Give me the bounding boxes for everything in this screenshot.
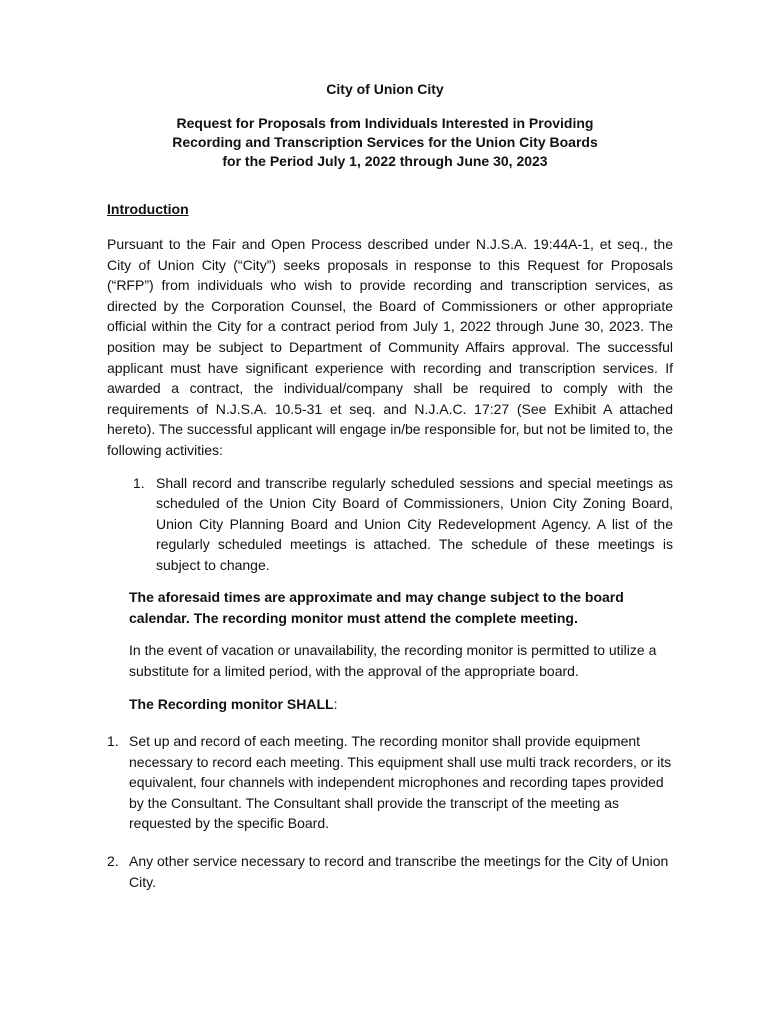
shall-item-number: 1.	[107, 733, 119, 749]
activity-text: Shall record and transcribe regularly scheduled sessions and special meetings as scheduled of the Union City Board of Commissioners, Union City Zoning Board, Union City Planning Board and Union City Redevelopment Agency. A list of the regularly scheduled meetings is attached. The schedule of these meetings is subject to change.	[156, 475, 673, 573]
shall-item-number: 2.	[107, 853, 119, 869]
shall-heading-bold: The Recording monitor SHALL	[129, 696, 334, 712]
shall-heading-suffix: :	[333, 696, 338, 712]
bold-note: The aforesaid times are approximate and may change subject to the board calendar. The recording monitor must attend the complete meeting.	[129, 589, 624, 626]
subtitle-line: Recording and Transcription Services for the Union City Boards	[172, 134, 598, 150]
shall-item-text: Set up and record of each meeting. The recording monitor shall provide equipment necessary to record each meeting. This equipment shall use multi track recorders, or its equivalent, four channels with independent microphones and recording tapes provided by the Consultant. The Consultant shall provide the transcript of the meeting as requested by the specific Board.	[129, 733, 672, 832]
document-title: City of Union City	[326, 81, 444, 97]
activity-number: 1.	[133, 475, 145, 491]
document-subtitle	[0, 114, 770, 171]
intro-paragraph: Pursuant to the Fair and Open Process described under N.J.S.A. 19:44A-1, et seq., the City of Union City (“City”) seeks proposals in response to this Request for Proposals (“RFP”) from individuals who wish to provide recording and transcription services, as directed by the Corporation Counsel, the Board of Commissioners or other appropriate official within the City for a contract period from July 1, 2022 through June 30, 2023. The position may be subject to Department of Community Affairs approval. The successful applicant must have significant experience with recording and transcription services. If awarded a contract, the individual/company shall be required to comply with the requirements of N.J.S.A. 10.5-31 et seq. and N.J.A.C. 17:27 (See Exhibit A attached hereto). The successful applicant will engage in/be responsible for, but not be limited to, the following activities:	[107, 236, 673, 458]
subtitle-line: for the Period July 1, 2022 through June 30, 2023	[222, 153, 548, 169]
subtitle-line: Request for Proposals from Individuals Interested in Providing	[176, 115, 594, 131]
shall-heading	[129, 695, 337, 713]
vacation-paragraph: In the event of vacation or unavailability, the recording monitor is permitted to utilize a substitute for a limited period, with the approval of the appropriate board.	[129, 642, 657, 679]
shall-item-text: Any other service necessary to record and transcribe the meetings for the City of Union City.	[129, 853, 669, 890]
section-heading-introduction: Introduction	[107, 201, 189, 217]
